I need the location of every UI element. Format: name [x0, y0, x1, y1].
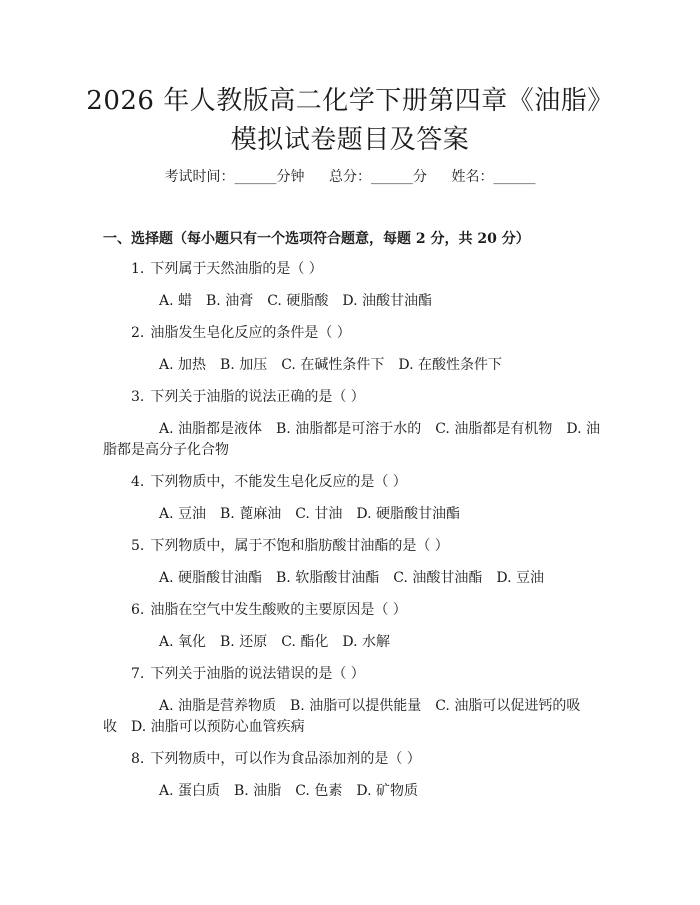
question-options	[159, 632, 404, 652]
option-b: B. 还原	[220, 634, 268, 650]
page-title-line1: 2026 年人教版高二化学下册第四章《油脂》	[86, 86, 614, 116]
section-heading: 一、选择题（每小题只有一个选项符合题意，每题 2 分，共 20 分）	[103, 231, 530, 247]
question-stem	[131, 749, 421, 769]
option-a: A. 蛋白质	[159, 783, 221, 799]
question-stem	[131, 323, 351, 343]
option-a: A. 氧化	[159, 634, 207, 650]
option-c: C. 油酸甘油酯	[393, 570, 483, 586]
question-options	[159, 291, 446, 311]
option-c: C. 酯化	[281, 634, 329, 650]
option-d: D. 油脂都是高分子化合物	[103, 421, 600, 458]
question-text: 下列物质中，不能发生皂化反应的是（ ）	[150, 474, 407, 490]
question-text: 下列物质中，属于不饱和脂肪酸甘油酯的是（ ）	[150, 538, 449, 554]
question-number: 8.	[131, 751, 145, 767]
question-number: 5.	[131, 538, 145, 554]
question-number: 7.	[131, 666, 145, 682]
question-options	[103, 419, 601, 461]
exam-meta	[0, 167, 700, 187]
option-b: B. 油脂可以提供能量	[290, 698, 422, 714]
question-number: 2.	[131, 325, 145, 341]
question-number: 3.	[131, 389, 145, 405]
option-a: A. 油脂是营养物质	[159, 698, 277, 714]
option-c: C. 硬脂酸	[267, 293, 329, 309]
option-d: D. 油脂可以预防心血管疾病	[131, 719, 305, 735]
question-stem	[131, 536, 449, 556]
question-number: 4.	[131, 474, 145, 490]
question-text: 下列关于油脂的说法正确的是（ ）	[150, 389, 365, 405]
question-options	[159, 355, 516, 375]
question-options	[103, 696, 601, 738]
option-c: C. 色素	[295, 783, 343, 799]
question-options	[159, 781, 432, 801]
option-a: A. 加热	[159, 357, 207, 373]
option-d: D. 在酸性条件下	[398, 357, 502, 373]
question-options	[159, 504, 474, 524]
option-c: C. 甘油	[295, 506, 343, 522]
question-options	[159, 568, 558, 588]
question-text: 油脂发生皂化反应的条件是（ ）	[150, 325, 351, 341]
option-c: C. 油脂都是有机物	[435, 421, 553, 437]
option-d: D. 矿物质	[356, 783, 418, 799]
option-b: B. 油脂都是可溶于水的	[276, 421, 422, 437]
student-name-field: 姓名：______	[451, 169, 536, 185]
question-text: 下列关于油脂的说法错误的是（ ）	[150, 666, 365, 682]
option-b: B. 加压	[220, 357, 268, 373]
option-c: C. 在碱性条件下	[281, 357, 385, 373]
question-stem	[131, 664, 365, 684]
option-b: B. 软脂酸甘油酯	[276, 570, 380, 586]
exam-time-field: 考试时间：______分钟	[164, 169, 305, 185]
option-d: D. 油酸甘油酯	[342, 293, 432, 309]
question-stem	[131, 387, 365, 407]
option-b: B. 油脂	[234, 783, 282, 799]
question-text: 油脂在空气中发生酸败的主要原因是（ ）	[150, 602, 407, 618]
option-b: B. 蓖麻油	[220, 506, 282, 522]
question-number: 6.	[131, 602, 145, 618]
option-b: B. 油膏	[206, 293, 254, 309]
question-stem	[131, 472, 407, 492]
option-d: D. 豆油	[496, 570, 544, 586]
question-stem	[131, 259, 323, 279]
question-text: 下列物质中，可以作为食品添加剂的是（ ）	[150, 751, 421, 767]
question-number: 1.	[131, 261, 145, 277]
option-d: D. 硬脂酸甘油酯	[356, 506, 460, 522]
option-a: A. 油脂都是液体	[159, 421, 263, 437]
question-stem	[131, 600, 407, 620]
option-a: A. 豆油	[159, 506, 207, 522]
question-text: 下列属于天然油脂的是（ ）	[150, 261, 323, 277]
option-a: A. 蜡	[159, 293, 193, 309]
option-a: A. 硬脂酸甘油酯	[159, 570, 263, 586]
option-c: C. 油脂可以促进钙的吸收	[103, 698, 581, 735]
option-d: D. 水解	[342, 634, 390, 650]
page-title-line2: 模拟试卷题目及答案	[230, 125, 470, 155]
total-score-field: 总分：______分	[329, 169, 427, 185]
